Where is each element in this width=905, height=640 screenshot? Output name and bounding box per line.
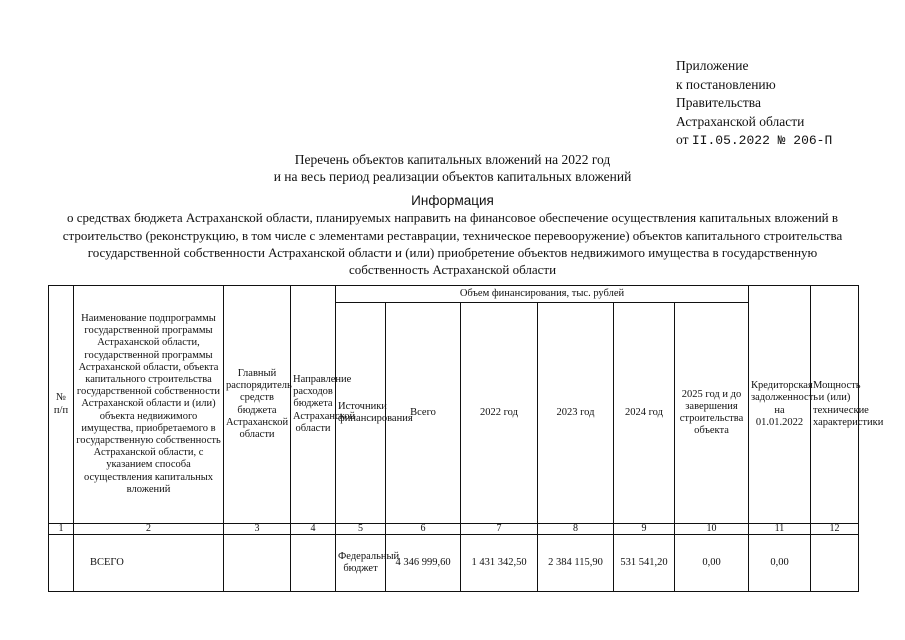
appendix-block: [676, 57, 832, 151]
appendix-line-2: к постановлению: [676, 76, 776, 92]
appendix-resolution-number: II.05.2022 № 206-П: [691, 133, 833, 148]
header-2025: 2025 год и до завершения строительства объекта: [675, 303, 749, 524]
column-number: 10: [675, 524, 749, 535]
column-number: 6: [386, 524, 461, 535]
header-2023: 2023 год: [538, 303, 614, 524]
appendix-line-3: Правительства: [676, 95, 761, 110]
value-2022: 1 431 342,50: [461, 535, 538, 592]
title-line-1: Перечень объектов капитальных вложений на 2022 год: [294, 152, 611, 167]
info-heading: Информация: [411, 193, 494, 208]
value-2023: 2 384 115,90: [538, 535, 614, 592]
appendix-line-1: Приложение: [676, 58, 749, 73]
column-number: 3: [224, 524, 291, 535]
direction-cell: [291, 535, 336, 592]
column-number: 8: [538, 524, 614, 535]
debt-value: 0,00: [749, 535, 811, 592]
row-number-cell: [49, 535, 74, 592]
value-2024: 531 541,20: [614, 535, 675, 592]
info-text: о средствах бюджета Астраханской области, планируемых направить на финансовое обеспечение осуществления капитальных вложений в строительство (реконструкцию, в том числе с элементами реставрации, техническое перевооружение) объектов капитального строительства государственной собственности Астраханской области и (или) приобретение объектов недвижимого имущества в государственную собственность Астраханской области: [62, 210, 843, 278]
column-number: 11: [749, 524, 811, 535]
header-direction: Направление расходов бюджета Астраханской области: [291, 286, 336, 524]
header-name: Наименование подпрограммы государственной программы Астраханской области, государственной программы Астраханской области, объекта капитального строительства государственной собственности Астраханской области и (или) объекта недвижимого имущества, приобретаемого в государственную собственность Астраханской области, с указанием способа осуществления капитальных вложений: [74, 286, 224, 524]
column-number: 2: [74, 524, 224, 535]
capacity-cell: [811, 535, 859, 592]
table-header-row-1: [49, 286, 859, 303]
header-total: Всего: [386, 303, 461, 524]
header-financing-group: Объем финансирования, тыс. рублей: [336, 286, 749, 303]
appendix-line-5: [676, 131, 832, 151]
table-row: [49, 535, 859, 592]
header-capacity: Мощность и (или) технические характеристики: [811, 286, 859, 524]
column-numbers-row: [49, 524, 859, 535]
total-label: ВСЕГО: [74, 535, 224, 592]
appendix-line-4: Астраханской области: [676, 113, 805, 129]
source-cell: Федеральный бюджет: [336, 535, 386, 592]
total-value: 4 346 999,60: [386, 535, 461, 592]
column-number: 9: [614, 524, 675, 535]
column-number: 5: [336, 524, 386, 535]
header-manager: Главный распорядитель средств бюджета Астраханской области: [224, 286, 291, 524]
title-line-2: и на весь период реализации объектов капитальных вложений: [273, 169, 632, 184]
column-number: 4: [291, 524, 336, 535]
capital-investments-table: [48, 285, 884, 592]
header-sources: Источники финансирования: [336, 303, 386, 524]
header-number: № п/п: [49, 286, 74, 524]
document-title: [0, 151, 905, 185]
appendix-date-prefix: от: [676, 132, 692, 147]
column-number: 7: [461, 524, 538, 535]
header-debt: Кредиторская задолженность на 01.01.2022: [749, 286, 811, 524]
header-2022: 2022 год: [461, 303, 538, 524]
info-block: [60, 192, 845, 278]
column-number: 1: [49, 524, 74, 535]
manager-cell: [224, 535, 291, 592]
header-2024: 2024 год: [614, 303, 675, 524]
column-number: 12: [811, 524, 859, 535]
value-2025: 0,00: [675, 535, 749, 592]
